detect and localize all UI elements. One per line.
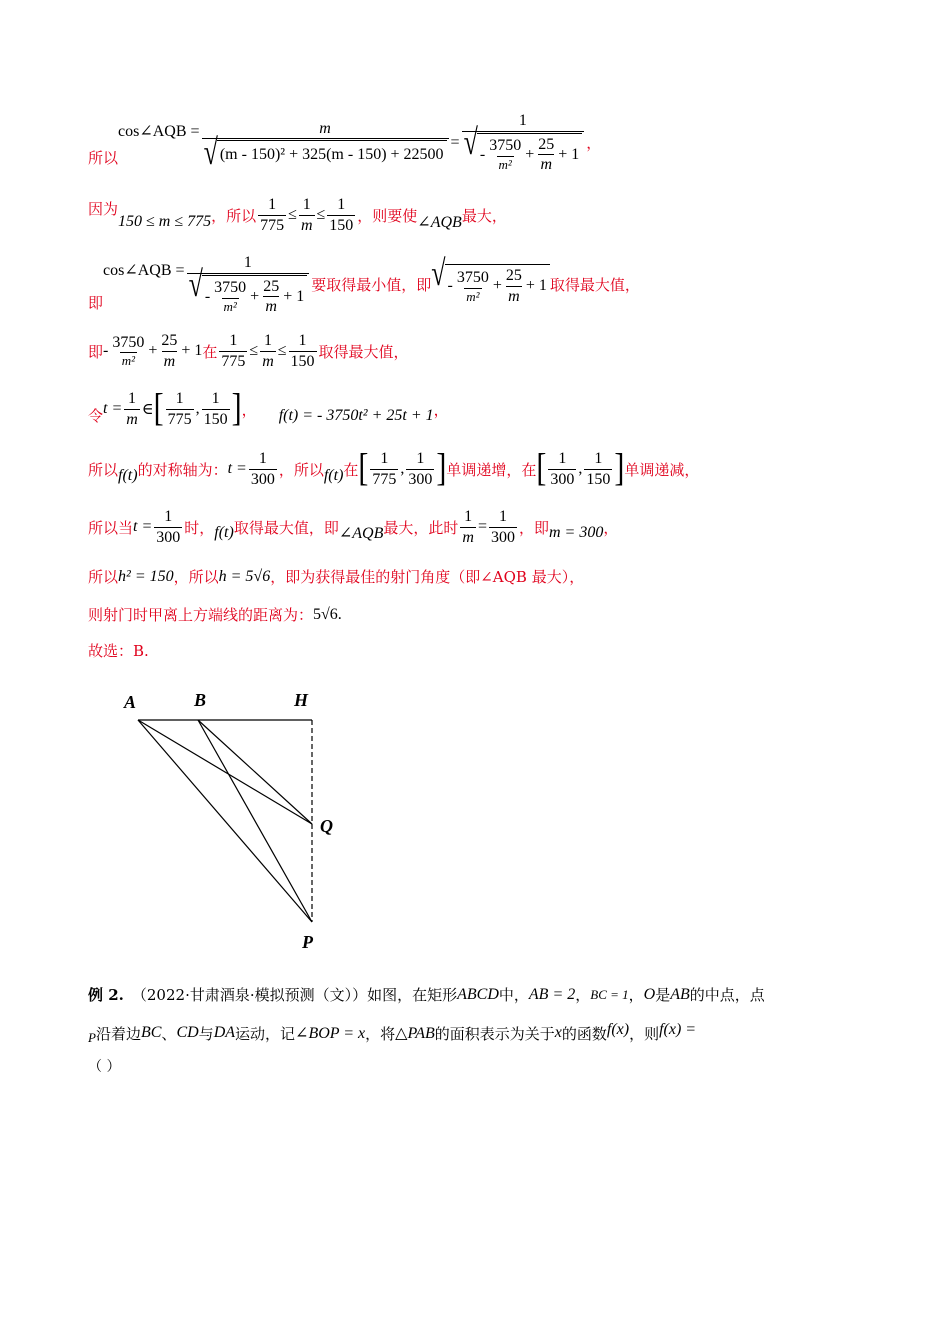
side-cd: CD bbox=[176, 1024, 199, 1041]
element-of: ∈ bbox=[141, 401, 154, 419]
text-best-angle: ，即为获得最佳的射门角度（即∠AQB 最大）， bbox=[270, 568, 585, 586]
text-increasing: 单调递增，在 bbox=[446, 460, 537, 479]
answer-blank: （ ） bbox=[88, 1059, 121, 1075]
den-775: 775 bbox=[372, 470, 397, 488]
label-a: A bbox=[124, 692, 137, 712]
text-then: ，则 bbox=[629, 1024, 660, 1043]
ft-label: f(t) bbox=[118, 467, 138, 485]
side-da: DA bbox=[213, 1024, 236, 1041]
sqrt-expression bbox=[431, 253, 550, 305]
solution-line-1 bbox=[88, 112, 601, 174]
h-squared: h² = 150 bbox=[118, 567, 174, 585]
text-decreasing: 单调递减， bbox=[624, 460, 700, 479]
example-line-1 bbox=[88, 984, 765, 1005]
num-1: 1 bbox=[263, 332, 272, 349]
den-m: m bbox=[300, 216, 313, 234]
t-equals: t = bbox=[133, 518, 153, 536]
text-so: ，所以 bbox=[211, 206, 257, 225]
fraction-denominator bbox=[462, 121, 585, 174]
fraction-1-m bbox=[299, 196, 315, 234]
comma: , bbox=[195, 400, 200, 418]
num-1: 1 bbox=[464, 508, 473, 525]
text-so: ，所以 bbox=[173, 568, 219, 586]
den-300: 300 bbox=[156, 528, 181, 546]
num-1: 1 bbox=[558, 450, 567, 467]
fraction-3750-m2 bbox=[110, 334, 146, 369]
side-bc: BC bbox=[140, 1024, 162, 1041]
point-o: O bbox=[643, 985, 656, 1003]
text-min: 要取得最小值，即 bbox=[311, 276, 432, 295]
text-area: 的面积表示为关于 bbox=[434, 1024, 555, 1043]
den-m2: m² bbox=[466, 288, 480, 304]
num-25: 25 bbox=[161, 332, 178, 349]
sqrt-expression bbox=[188, 263, 308, 316]
fraction-cos-1 bbox=[202, 119, 449, 173]
fraction-3750-m2 bbox=[455, 269, 491, 304]
radical-sign: √ bbox=[431, 253, 446, 294]
segment-bp bbox=[198, 720, 312, 922]
minus-sign: - bbox=[479, 145, 486, 163]
radical-sign: √ bbox=[188, 263, 203, 305]
right-bracket: ] bbox=[231, 386, 242, 430]
fraction-25-m bbox=[504, 267, 524, 305]
punct-comma: ， bbox=[628, 986, 644, 1004]
num-1: 1 bbox=[229, 332, 238, 349]
example-source: （2022·甘肃酒泉·模拟预测（文））如图，在矩形 bbox=[131, 986, 458, 1004]
inequality-1m bbox=[217, 332, 318, 370]
den-775: 775 bbox=[167, 410, 192, 428]
sqrt-expression bbox=[203, 132, 447, 173]
fraction-denominator bbox=[202, 132, 449, 173]
comma: , bbox=[578, 460, 583, 478]
fraction-1-150 bbox=[327, 196, 355, 234]
den-150: 150 bbox=[329, 216, 354, 234]
text-so: 所以 bbox=[88, 568, 119, 586]
text-so: ，所以 bbox=[278, 460, 324, 479]
interval-decreasing bbox=[536, 446, 625, 490]
solution-line-10 bbox=[88, 640, 149, 661]
text-will: ，将 bbox=[365, 1024, 396, 1043]
label-b: B bbox=[194, 690, 207, 710]
num-1: 1 bbox=[128, 390, 137, 407]
t-equals: t = bbox=[227, 460, 247, 478]
ab-equals-2: AB = 2 bbox=[528, 985, 576, 1003]
ft-label: f(t) bbox=[323, 467, 344, 485]
inequality-1m bbox=[256, 196, 357, 234]
fraction-1-300 bbox=[489, 508, 517, 546]
fraction-1-300 bbox=[406, 450, 434, 488]
t-equals: t = bbox=[103, 400, 123, 418]
num-1: 1 bbox=[164, 508, 173, 525]
segment-aq bbox=[138, 720, 312, 824]
le-sign: ≤ bbox=[249, 342, 259, 360]
label-p: P bbox=[302, 932, 313, 952]
solution-line-5 bbox=[88, 386, 449, 430]
text-max-value: 取得最大值， bbox=[318, 342, 409, 361]
minus-sign: - bbox=[103, 342, 109, 360]
expression-quadratic bbox=[103, 332, 202, 370]
minus-sign: - bbox=[204, 287, 211, 305]
fraction-1-m bbox=[260, 332, 276, 370]
plus-one: + 1 bbox=[558, 145, 580, 163]
equals-sign: = bbox=[450, 133, 460, 151]
angle-aqb: ∠AQB bbox=[338, 525, 384, 543]
den-300: 300 bbox=[408, 470, 433, 488]
fx-label: f(x) bbox=[606, 1021, 630, 1038]
fraction-1-150 bbox=[202, 390, 230, 428]
fraction-25-m bbox=[536, 136, 556, 174]
sqrt-expression bbox=[463, 121, 583, 174]
text-in: 中， bbox=[498, 986, 529, 1004]
text-because: 因为 bbox=[88, 199, 119, 218]
bc-equals-1: BC = 1 bbox=[590, 986, 629, 1002]
text-so-when: 所以当 bbox=[88, 518, 134, 537]
minus-sign: - bbox=[447, 277, 453, 295]
den-m: m bbox=[462, 528, 474, 546]
text-distance: 则射门时甲离上方端线的距离为： bbox=[88, 606, 314, 624]
solution-line-7 bbox=[88, 508, 618, 546]
num-1: 1 bbox=[498, 508, 507, 525]
right-bracket: ] bbox=[436, 446, 447, 490]
fraction-1-150 bbox=[584, 450, 612, 488]
text-max-value: 取得最大值， bbox=[549, 276, 640, 295]
punct-comma: ， bbox=[603, 518, 619, 537]
range-m: 150 ≤ m ≤ 775 bbox=[118, 213, 212, 231]
plus-one: + 1 bbox=[525, 277, 547, 295]
num-1: 1 bbox=[594, 450, 603, 467]
rect-abcd: ABCD bbox=[457, 985, 499, 1003]
text-is: 是 bbox=[655, 986, 671, 1004]
fraction-numerator: 1 bbox=[518, 112, 527, 129]
num-1: 1 bbox=[416, 450, 425, 467]
text-then: ，则要使 bbox=[357, 206, 418, 225]
punct-dun: 、 bbox=[161, 1024, 177, 1043]
plus-one: + 1 bbox=[283, 287, 305, 305]
text-max-ie: 取得最大值，即 bbox=[233, 518, 339, 537]
num-1: 1 bbox=[337, 196, 346, 213]
text-and: 与 bbox=[198, 1024, 214, 1043]
num-3750: 3750 bbox=[489, 137, 522, 155]
num-1: 1 bbox=[175, 390, 184, 407]
text-when: 时， bbox=[184, 518, 215, 537]
fraction-1-300 bbox=[154, 508, 182, 546]
text-max-now: 最大，此时 bbox=[383, 518, 459, 537]
text-function: 的函数 bbox=[561, 1024, 607, 1043]
solution-line-4 bbox=[88, 332, 409, 370]
plus-sign: + bbox=[492, 277, 502, 295]
fraction-denominator bbox=[187, 263, 310, 316]
solution-line-6 bbox=[88, 446, 700, 490]
text-ie: ，即 bbox=[518, 518, 549, 537]
fx-equals: f(x) = bbox=[659, 1021, 697, 1038]
triangle-pab: △PAB bbox=[395, 1025, 435, 1042]
den-m: m bbox=[163, 352, 176, 370]
label-q: Q bbox=[320, 816, 333, 836]
den-775: 775 bbox=[260, 216, 285, 234]
fraction-cos-2 bbox=[462, 112, 585, 174]
den-150: 150 bbox=[203, 410, 228, 428]
right-bracket: ] bbox=[614, 446, 625, 490]
equation-1m-1300 bbox=[458, 508, 519, 546]
fraction-25-m bbox=[159, 332, 179, 370]
segment-bq bbox=[198, 720, 312, 824]
text-ie: 即 bbox=[88, 294, 104, 313]
text-ie: 即 bbox=[88, 342, 104, 361]
fraction-1-150 bbox=[289, 332, 317, 370]
text-axis: 的对称轴为： bbox=[137, 460, 228, 479]
den-m: m bbox=[540, 156, 552, 174]
radicand bbox=[445, 264, 550, 305]
solution-line-8 bbox=[88, 566, 584, 587]
left-bracket: [ bbox=[153, 386, 164, 430]
var-x: x bbox=[554, 1024, 562, 1041]
den-m2: m² bbox=[223, 298, 237, 314]
num-25: 25 bbox=[538, 135, 555, 153]
plus-sign: + bbox=[148, 342, 158, 360]
angle-bop: ∠BOP = x bbox=[295, 1025, 366, 1042]
den-m: m bbox=[265, 298, 277, 316]
radicand bbox=[477, 133, 582, 174]
num-3750: 3750 bbox=[214, 279, 247, 297]
interval-1 bbox=[153, 386, 242, 430]
radical-sign: √ bbox=[463, 121, 478, 163]
example-line-3 bbox=[88, 1056, 120, 1076]
cos-label: cos∠AQB = bbox=[103, 261, 185, 279]
ft-label: f(t) bbox=[214, 524, 234, 542]
plus-sign: + bbox=[250, 287, 260, 305]
le-sign: ≤ bbox=[288, 206, 297, 224]
text-move: 运动，记 bbox=[235, 1024, 296, 1043]
text-along: 沿着边 bbox=[95, 1024, 141, 1043]
num-25: 25 bbox=[263, 277, 280, 295]
solution-line-3 bbox=[88, 254, 640, 316]
punct-comma: ， bbox=[433, 400, 449, 419]
num-1: 1 bbox=[302, 196, 311, 213]
fraction-1-775 bbox=[166, 390, 194, 428]
equals-sign: = bbox=[477, 518, 487, 536]
num-1: 1 bbox=[258, 450, 267, 467]
den-m2: m² bbox=[498, 156, 512, 172]
fraction-1-300 bbox=[548, 450, 576, 488]
den-m: m bbox=[126, 410, 138, 428]
function-ft: f(t) = - 3750t² + 25t + 1 bbox=[278, 407, 434, 425]
solution-line-9 bbox=[88, 604, 342, 625]
angle-aqb: ∠AQB bbox=[417, 214, 462, 232]
text-so: 所以 bbox=[88, 460, 119, 479]
comma: , bbox=[400, 460, 405, 478]
fraction-3750-m2 bbox=[212, 279, 248, 314]
le-sign: ≤ bbox=[277, 342, 287, 360]
geometry-figure bbox=[112, 684, 352, 954]
left-bracket: [ bbox=[358, 446, 369, 490]
fraction-25-m bbox=[261, 278, 281, 316]
radicand: (m - 150)² + 325(m - 150) + 22500 bbox=[217, 140, 447, 166]
interval-increasing bbox=[358, 446, 447, 490]
den-775: 775 bbox=[221, 352, 246, 370]
plus-one: + 1 bbox=[181, 342, 203, 360]
fraction-1-m bbox=[460, 508, 476, 546]
h-value: h = 5√6 bbox=[218, 567, 271, 585]
den-300: 300 bbox=[490, 528, 515, 546]
radicand bbox=[202, 275, 307, 316]
distance-value: 5√6. bbox=[313, 605, 342, 623]
num-1: 1 bbox=[243, 254, 252, 271]
punct-comma: ， bbox=[586, 134, 602, 153]
den-m2: m² bbox=[121, 353, 135, 369]
den-150: 150 bbox=[290, 352, 315, 370]
plus-sign: + bbox=[525, 145, 535, 163]
text-on: 在 bbox=[343, 460, 359, 479]
answer-choice: 故选：B. bbox=[88, 642, 149, 660]
punct-comma: ， bbox=[575, 986, 591, 1004]
fraction-3750-m2 bbox=[487, 137, 523, 172]
num-1: 1 bbox=[380, 450, 389, 467]
segment-ap bbox=[138, 720, 312, 922]
fraction-numerator: m bbox=[319, 119, 331, 137]
cos-label: cos∠AQB = bbox=[118, 122, 200, 140]
text-so: 所以 bbox=[88, 149, 119, 168]
fraction-cos-3 bbox=[187, 254, 310, 316]
text-max: 最大， bbox=[461, 206, 507, 225]
num-3750: 3750 bbox=[456, 268, 489, 286]
left-bracket: [ bbox=[536, 446, 547, 490]
den-150: 150 bbox=[586, 470, 611, 488]
den-300: 300 bbox=[250, 470, 275, 488]
punct-comma: ， bbox=[241, 400, 257, 419]
num-3750: 3750 bbox=[112, 333, 145, 351]
fraction-1-775 bbox=[219, 332, 247, 370]
num-1: 1 bbox=[211, 390, 220, 407]
le-sign: ≤ bbox=[316, 206, 326, 224]
radical-sign: √ bbox=[203, 132, 218, 173]
point-p: P bbox=[88, 1030, 96, 1045]
num-25: 25 bbox=[505, 267, 522, 285]
m-value: m = 300 bbox=[548, 524, 604, 542]
fraction-1-300 bbox=[249, 450, 277, 488]
den-m: m bbox=[508, 287, 520, 305]
example-title: 例 2. bbox=[88, 986, 124, 1004]
text-midpoint: 的中点，点 bbox=[689, 986, 765, 1004]
text-on: 在 bbox=[202, 342, 218, 361]
num-1: 1 bbox=[268, 196, 277, 213]
example-line-2 bbox=[88, 1020, 696, 1046]
fraction-1-775 bbox=[370, 450, 398, 488]
label-h: H bbox=[294, 690, 309, 710]
segment-ab: AB bbox=[670, 985, 690, 1003]
sqrt-expression-2 bbox=[431, 253, 550, 305]
text-let: 令 bbox=[88, 406, 104, 425]
den-300: 300 bbox=[550, 470, 575, 488]
fraction-1-775 bbox=[258, 196, 286, 234]
den-m: m bbox=[262, 352, 274, 370]
fraction-1-m bbox=[124, 390, 140, 428]
num-1: 1 bbox=[298, 332, 307, 349]
solution-line-2 bbox=[88, 196, 507, 234]
